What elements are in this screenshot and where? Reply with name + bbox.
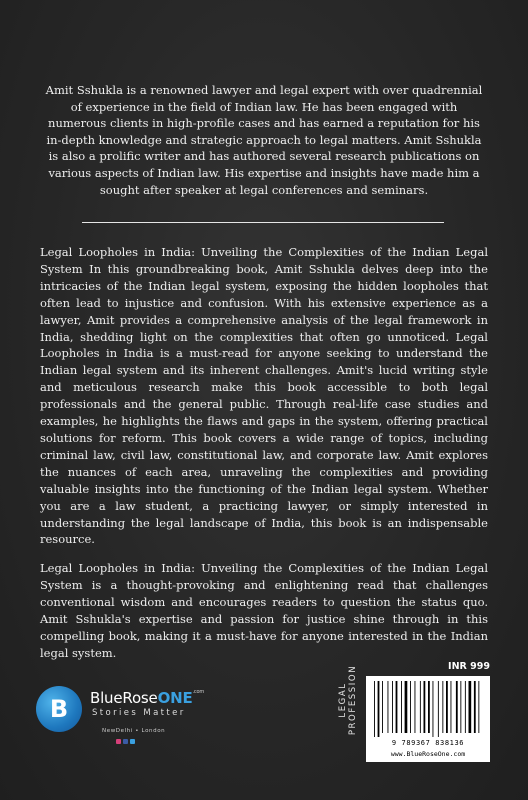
barcode-bar	[392, 681, 393, 733]
publisher-logo	[36, 686, 206, 750]
price: INR 999	[448, 661, 490, 672]
barcode-bar	[405, 681, 408, 733]
bluerose-logo-icon	[36, 686, 82, 732]
publisher-name-suffix: .com	[192, 689, 204, 695]
instagram-icon	[116, 739, 121, 744]
isbn-number: 9 789367 838136	[391, 739, 465, 747]
barcode-bar	[465, 681, 466, 733]
barcode-bar	[382, 681, 383, 733]
publisher-name-accent: ONE	[157, 689, 193, 707]
barcode-bar	[415, 681, 416, 733]
barcode-bars	[372, 681, 484, 737]
barcode-bar	[410, 681, 411, 733]
barcode-bar	[469, 681, 472, 733]
logo-letter: B	[49, 695, 69, 723]
genre-line-1: LEGAL	[338, 682, 348, 718]
divider-line	[82, 222, 444, 223]
barcode-bar	[388, 681, 389, 733]
genre-label	[338, 660, 358, 740]
barcode-bar	[433, 681, 434, 737]
barcode-bar	[401, 681, 402, 733]
twitter-icon	[130, 739, 135, 744]
book-description-2: Legal Loopholes in India: Unveiling the Complexities of the Indian Legal System is a thought-provoking and enlightening read that challenges conventional wisdom and encourages readers to question the status quo. Amit Sshukla's expertise and passion for justice shine through in this compelling book, making it a must-have for anyone interested in the Indian legal system.	[40, 561, 488, 660]
publisher-locations: NewDelhi • London	[102, 728, 166, 734]
author-bio: Amit Sshukla is a renowned lawyer and legal expert with over quadrennial of experience in the field of Indian law. He has been engaged with numerous clients in high-profile cases and has earned a reputation for his in-depth knowledge and strategic approach to legal matters. Amit Sshukla is also a prolific writer and has authored several research publications on various aspects of Indian law. His expertise and insights have made him a sought after speaker at legal conferences and seminars.	[45, 83, 483, 197]
barcode-bar	[451, 681, 452, 733]
barcode-bar	[456, 681, 458, 733]
social-icons	[116, 739, 135, 744]
barcode-bar	[446, 681, 448, 733]
barcode-bar	[438, 681, 439, 737]
barcode-bar	[420, 681, 421, 733]
genre-line-2: PROFESSION	[348, 664, 358, 736]
publisher-name	[90, 689, 204, 707]
barcode-bar	[474, 681, 476, 733]
barcode-bar	[424, 681, 426, 733]
barcode	[366, 676, 490, 762]
barcode-bar	[378, 681, 380, 737]
barcode-bar	[442, 681, 443, 733]
barcode-bar	[460, 681, 461, 733]
publisher-tagline: Stories Matter	[92, 708, 186, 718]
book-description-1: Legal Loopholes in India: Unveiling the Complexities of the Indian Legal System In this groundbreaking book, Amit Sshukla delves deep into the intricacies of the Indian legal system, exposing the hidden loopholes that often lead to injustice and confusion. With his extensive experience as a lawyer, Amit provides a comprehensive analysis of the legal framework in India, shedding light on the complexities that often go unnoticed. Legal Loopholes in India is a must-read for anyone seeking to understand the Indian legal system and its inherent challenges. Amit's lucid writing style and meticulous research make this book accessible to both legal professionals and the general public. Through real-life case studies and examples, he highlights the flaws and gaps in the system, offering practical solutions for reform. This book covers a wide range of topics, including criminal law, civil law, constitutional law, and corporate law. Amit explores the nuances of each area, unraveling the complexities and providing valuable insights into the functioning of the Indian legal system. Whether you are a law student, a practicing lawyer, or simply interested in understanding the legal landscape of India, this book is an indispensable resource.	[40, 245, 488, 547]
barcode-bar	[374, 681, 375, 737]
barcode-bar	[478, 681, 479, 733]
barcode-bar	[428, 681, 430, 733]
barcode-bar	[396, 681, 398, 733]
publisher-website: www.BlueRoseOne.com	[390, 750, 466, 758]
publisher-name-main: BlueRose	[90, 689, 158, 707]
facebook-icon	[123, 739, 128, 744]
